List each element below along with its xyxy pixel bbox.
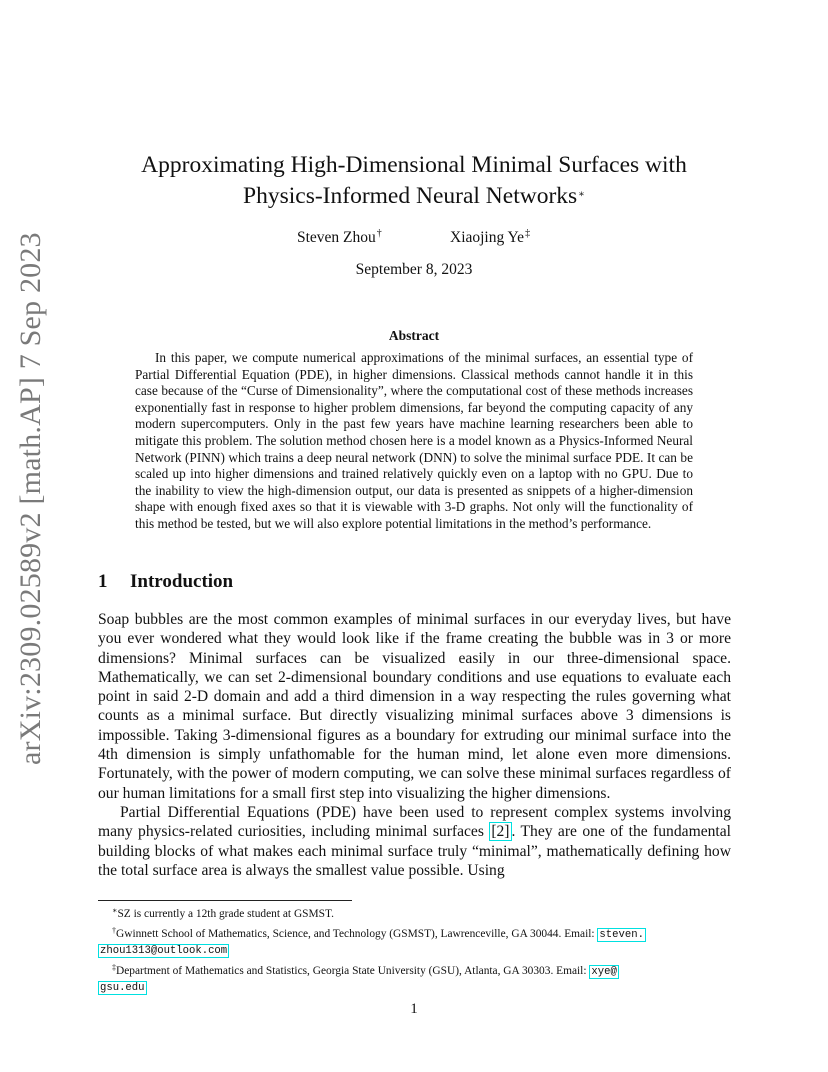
- footnote-2-mark: †: [112, 925, 116, 935]
- arxiv-identifier: arXiv:2309.02589v2 [math.AP] 7 Sep 2023: [14, 232, 47, 765]
- section-number: 1: [98, 571, 108, 592]
- author-1-mark: †: [376, 228, 382, 239]
- footnote-1-text: SZ is currently a 12th grade student at GSMST.: [117, 908, 334, 920]
- paper-date: September 8, 2023: [355, 261, 473, 278]
- title-line-2: [0, 180, 828, 211]
- author-1: [297, 228, 382, 247]
- paragraph-1: Soap bubbles are the most common examples of minimal surfaces in our everyday lives, but have you ever wondered what they would look like if the frame creating the bubble was in 3 or more dimensions? Minimal surfaces can be visualized easily in our three-dimensional space. Mathematically, we can set 2-dimensional boundary conditions and use equations to evaluate each point in said 2-D domain and add a third dimension in a way respecting the rules governing what counts as a minimal surface. But directly visualizing minimal surfaces above 3 dimensions is impossible. Taking 3-dimensional figures as a boundary for extruding our minimal surface into the 4th dimension is simply unfathomable for the human mind, let alone even more dimensions. Fortunately, with the power of modern computing, we can solve these minimal surfaces regardless of our human limitations for a small first step into visualizing the higher dimensions.: [98, 611, 731, 802]
- title-footnote-mark: ∗: [578, 189, 585, 200]
- author-1-name: Steven Zhou: [297, 229, 376, 246]
- paragraph-2-end: . They are one of the fundamental building blocks of what makes each minimal surface truly “minimal”, mathematically defining how the total surface area is always the smallest value possible. Using: [98, 823, 731, 879]
- author-2: [450, 228, 530, 247]
- footnotes: [98, 903, 731, 997]
- footnote-2-text: Gwinnett School of Mathematics, Science, and Technology (GSMST), Lawrenceville, GA 30044. Email:: [116, 927, 598, 940]
- email-link-steven-part-1[interactable]: steven.: [599, 928, 644, 941]
- footnote-3: [98, 960, 731, 997]
- footnote-2: [98, 923, 731, 960]
- section-heading: [98, 571, 233, 593]
- abstract-heading: Abstract: [388, 328, 440, 343]
- section-title: Introduction: [130, 571, 234, 592]
- footnote-divider: [98, 900, 352, 901]
- footnote-1: [98, 903, 731, 923]
- citation-link-2[interactable]: [2]: [491, 823, 510, 841]
- author-2-mark: ‡: [525, 228, 531, 239]
- page-number: 1: [410, 1001, 418, 1017]
- paragraph-2-start: Partial Differential Equations (PDE) have been used to represent complex systems involving many physics-related curiosities, including minimal surfaces: [98, 803, 731, 841]
- email-link-steven-part-2[interactable]: zhou1313@outlook.com: [100, 945, 228, 957]
- paper-title: [0, 150, 828, 211]
- abstract-text: In this paper, we compute numerical approximations of the minimal surfaces, an essential type of Partial Differential Equation (PDE), in higher dimensions. Classical methods cannot handle it in this case because of the “Curse of Dimensionality”, where the computational cost of these methods increases exponentially fast in response to higher problem dimensions, far beyond the computing capacity of any modern supercomputers. Only in the past few years have machine learning researchers been able to mitigate this problem. The solution method chosen here is a model known as a Physics-Informed Neural Network (PINN) which trains a deep neural network (DNN) to solve the minimal surface PDE. It can be scaled up into higher dimensions and trained relatively quickly even on a laptop with no GPU. Due to the inability to view the high-dimension output, our data is presented as snippets of a higher-dimension shape with enough fixed axes so that it is viewable with 3-D graphs. Not only will the functionality of this method be tested, but we will also explore potential limitations in the method’s performance.: [135, 350, 693, 531]
- author-2-name: Xiaojing Ye: [450, 229, 525, 246]
- email-link-xye-part-2[interactable]: gsu.edu: [100, 982, 145, 994]
- email-link-xye-part-1[interactable]: xye@: [591, 965, 617, 978]
- title-line-2-text: Physics-Informed Neural Networks: [243, 183, 578, 209]
- body-text: [98, 610, 731, 880]
- footnote-3-text: Department of Mathematics and Statistics, Georgia State University (GSU), Atlanta, GA 30303. Email:: [116, 964, 590, 977]
- title-line-1: Approximating High-Dimensional Minimal Surfaces with: [141, 152, 687, 178]
- paragraph-2: [98, 803, 731, 880]
- footnote-1-mark: ∗: [112, 906, 118, 915]
- footnote-3-mark: ‡: [112, 962, 116, 972]
